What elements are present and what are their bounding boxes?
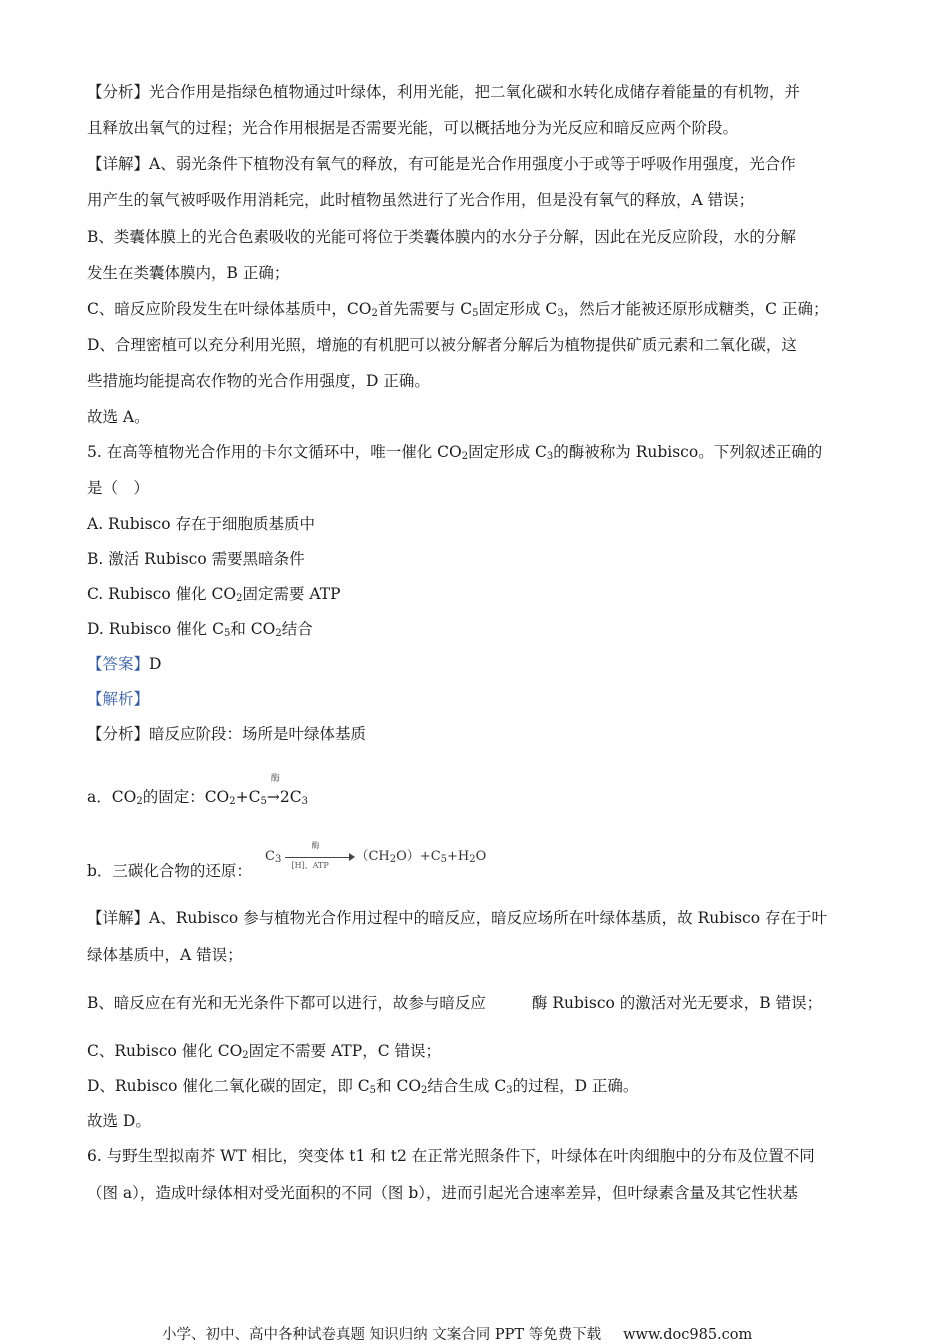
detail-line-3: B、类囊体膜上的光合色素吸收的光能可将位于类囊体膜内的水分子分解，因此在光反应阶段，水的分解 — [87, 228, 796, 246]
conclusion-d: 故选 D。 — [87, 1112, 151, 1130]
page-footer — [162, 1323, 752, 1344]
analysis-dark-reaction: 【分析】暗反应阶段：场所是叶绿体基质 — [87, 725, 367, 743]
detail-line-5: C、暗反应阶段发生在叶绿体基质中，$CO_2$首先需要与 $C_5$固定形成 $C_3$，然后才能被还原形成糖类，C 正确； — [87, 300, 829, 319]
option-d: D. Rubisco 催化 $C_5$和 $CO_2$结合 — [87, 620, 313, 639]
question-5-stem-end: 是（ ） — [87, 479, 150, 497]
answer-tag: 【答案】 — [87, 655, 150, 673]
detail5-line-2: 绿体基质中，A 错误； — [87, 946, 243, 964]
analysis-line-1: 【分析】光合作用是指绿色植物通过叶绿体，利用光能，把二氧化碳和水转化成储存着能量的有机物，并 — [87, 83, 801, 101]
equation-co2-fixation: a．$CO_2$的固定：$CO_2+C_5$ 酶 $\to 2C_3$ — [87, 786, 308, 808]
detail-tag: 【详解】 — [87, 155, 150, 173]
question-6-line-2: （图 a），造成叶绿体相对受光面积的不同（图 b），进而引起光合速率差异，但叶绿素含量及其它性状基 — [87, 1184, 799, 1202]
option-a: A. Rubisco 存在于细胞质基质中 — [87, 515, 315, 533]
detail-line-2: 用产生的氧气被呼吸作用消耗完，此时植物虽然进行了光合作用，但是没有氧气的释放，A 错误； — [87, 191, 755, 209]
footer-url[interactable]: www.doc985.com — [623, 1327, 753, 1343]
analysis-line-2: 且释放出氧气的过程；光合作用根据是否需要光能，可以概括地分为光反应和暗反应两个阶段。 — [87, 119, 739, 137]
equation-c3-reduction: $C_3$ 酶 [H]、ATP $(CH_2O)+C_5+H_2O$ — [265, 840, 487, 870]
question-6-line-1: 6. 与野生型拟南芥 WT 相比，突变体 t1 和 t2 在正常光照条件下，叶绿体在叶肉细胞中的分布及位置不同 — [87, 1147, 815, 1165]
option-c: C. Rubisco 催化 $CO_2$固定需要 ATP — [87, 585, 341, 604]
detail-line-6: D、合理密植可以充分利用光照，增施的有机肥可以被分解者分解后为植物提供矿质元素和二氧化碳，这 — [87, 336, 797, 354]
jiexi-tag: 【解析】 — [87, 690, 150, 708]
detail5-line-4: C、Rubisco 催化 $CO_2$固定不需要 ATP，C 错误； — [87, 1042, 441, 1061]
answer-line — [87, 653, 161, 675]
equation-c3-reduction-label: b．三碳化合物的还原： — [87, 862, 252, 880]
detail5-line-3: B、暗反应在有光和无光条件下都可以进行，故参与暗反应 酶 Rubisco 的激活对光无要求，B 错误； — [87, 994, 823, 1012]
footer-text: 小学、初中、高中各种试卷真题 知识归纳 文案合同 PPT 等免费下载 — [162, 1327, 602, 1343]
reaction-arrow: 酶 → — [267, 786, 280, 808]
reaction-arrow: 酶 [H]、ATP — [285, 850, 355, 864]
answer-value: D — [149, 655, 162, 673]
detail-line-4: 发生在类囊体膜内，B 正确； — [87, 264, 290, 282]
detail-line-7: 些措施均能提高农作物的光合作用强度，D 正确。 — [87, 372, 430, 390]
enzyme-label: 酶 — [270, 774, 280, 784]
detail5-line-5: D、Rubisco 催化二氧化碳的固定，即 $C_5$和 $CO_2$结合生成 $C_3$的过程，D 正确。 — [87, 1077, 639, 1096]
question-5-stem: 5. 在高等植物光合作用的卡尔文循环中，唯一催化 $CO_2$固定形成 $C_3$的酶被称为 Rubisco。下列叙述正确的 — [87, 443, 823, 462]
detail-line-1: 【详解】A、弱光条件下植物没有氧气的释放，有可能是光合作用强度小于或等于呼吸作用强度，光合作 — [87, 155, 796, 173]
detail5-line-1: 【详解】A、Rubisco 参与植物光合作用过程中的暗反应，暗反应场所在叶绿体基质，故 Rubisco 存在于叶 — [87, 909, 827, 927]
analysis-tag: 【分析】 — [87, 83, 150, 101]
conclusion-a: 故选 A。 — [87, 408, 150, 426]
option-b: B. 激活 Rubisco 需要黑暗条件 — [87, 550, 305, 568]
